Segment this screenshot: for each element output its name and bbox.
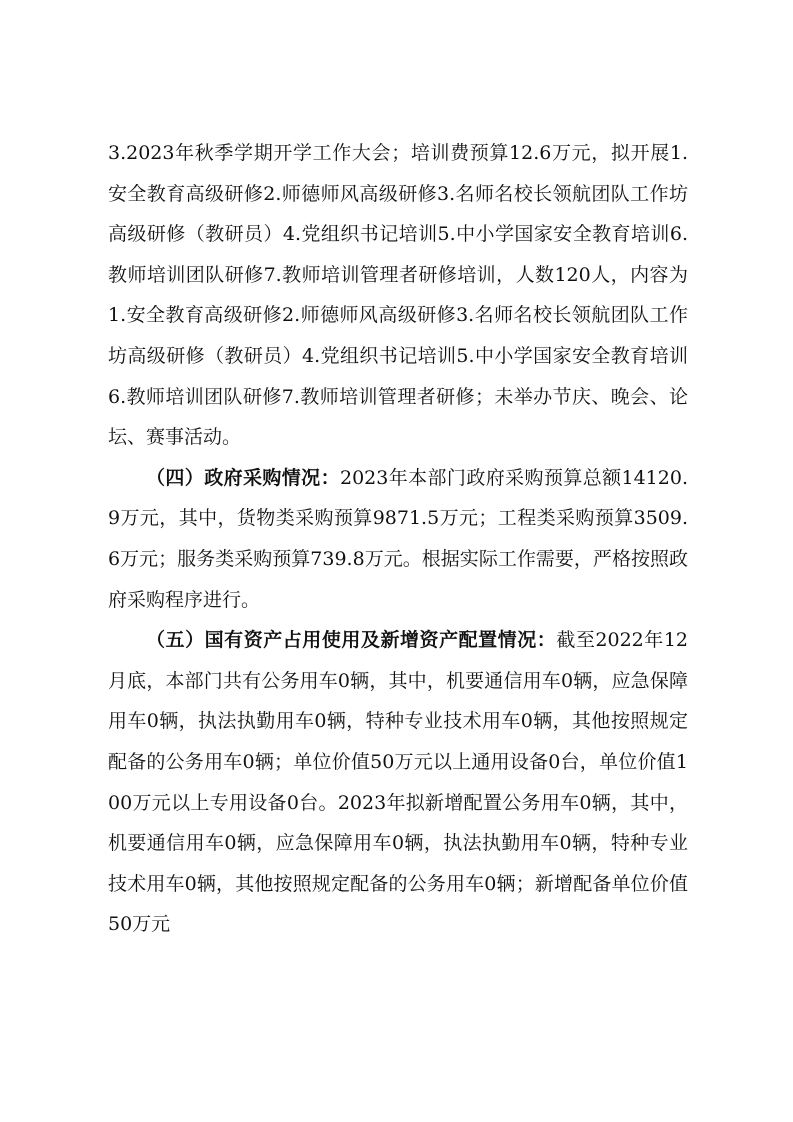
paragraph-procurement-text: 2023年本部门政府采购预算总额14120.9万元，其中，货物类采购预算9871.5万元；工程类采购预算3509.6万元；服务类采购预算739.8万元。根据实际工作需要，严格按照政府采购程序进行。 <box>108 466 688 611</box>
paragraph-training-text: 3.2023年秋季学期开学工作大会；培训费预算12.6万元，拟开展1.安全教育高级研修2.师德师风高级研修3.名师名校长领航团队工作坊高级研修（教研员）4.党组织书记培训5.中小学国家安全教育培训6.教师培训团队研修7.教师培训管理者研修培训，人数120人，内容为1.安全教育高级研修2.师德师风高级研修3.名师名校长领航团队工作坊高级研修（教研员）4.党组织书记培训5.中小学国家安全教育培训6.教师培训团队研修7.教师培训管理者研修；未举办节庆、晚会、论坛、赛事活动。 <box>108 142 688 449</box>
paragraph-procurement <box>108 458 688 620</box>
section-heading-procurement: （四）政府采购情况： <box>146 466 340 489</box>
paragraph-training <box>108 133 688 458</box>
document-page <box>108 133 688 945</box>
section-heading-assets: （五）国有资产占用使用及新增资产配置情况： <box>146 629 557 652</box>
paragraph-assets <box>108 620 688 945</box>
paragraph-assets-text: 截至2022年12月底，本部门共有公务用车0辆，其中，机要通信用车0辆，应急保障用车0辆，执法执勤用车0辆，特种专业技术用车0辆，其他按照规定配备的公务用车0辆；单位价值50万元以上通用设备0台，单位价值100万元以上专用设备0台。2023年拟新增配置公务用车0辆，其中，机要通信用车0辆，应急保障用车0辆，执法执勤用车0辆，特种专业技术用车0辆，其他按照规定配备的公务用车0辆；新增配备单位价值50万元 <box>108 629 688 936</box>
